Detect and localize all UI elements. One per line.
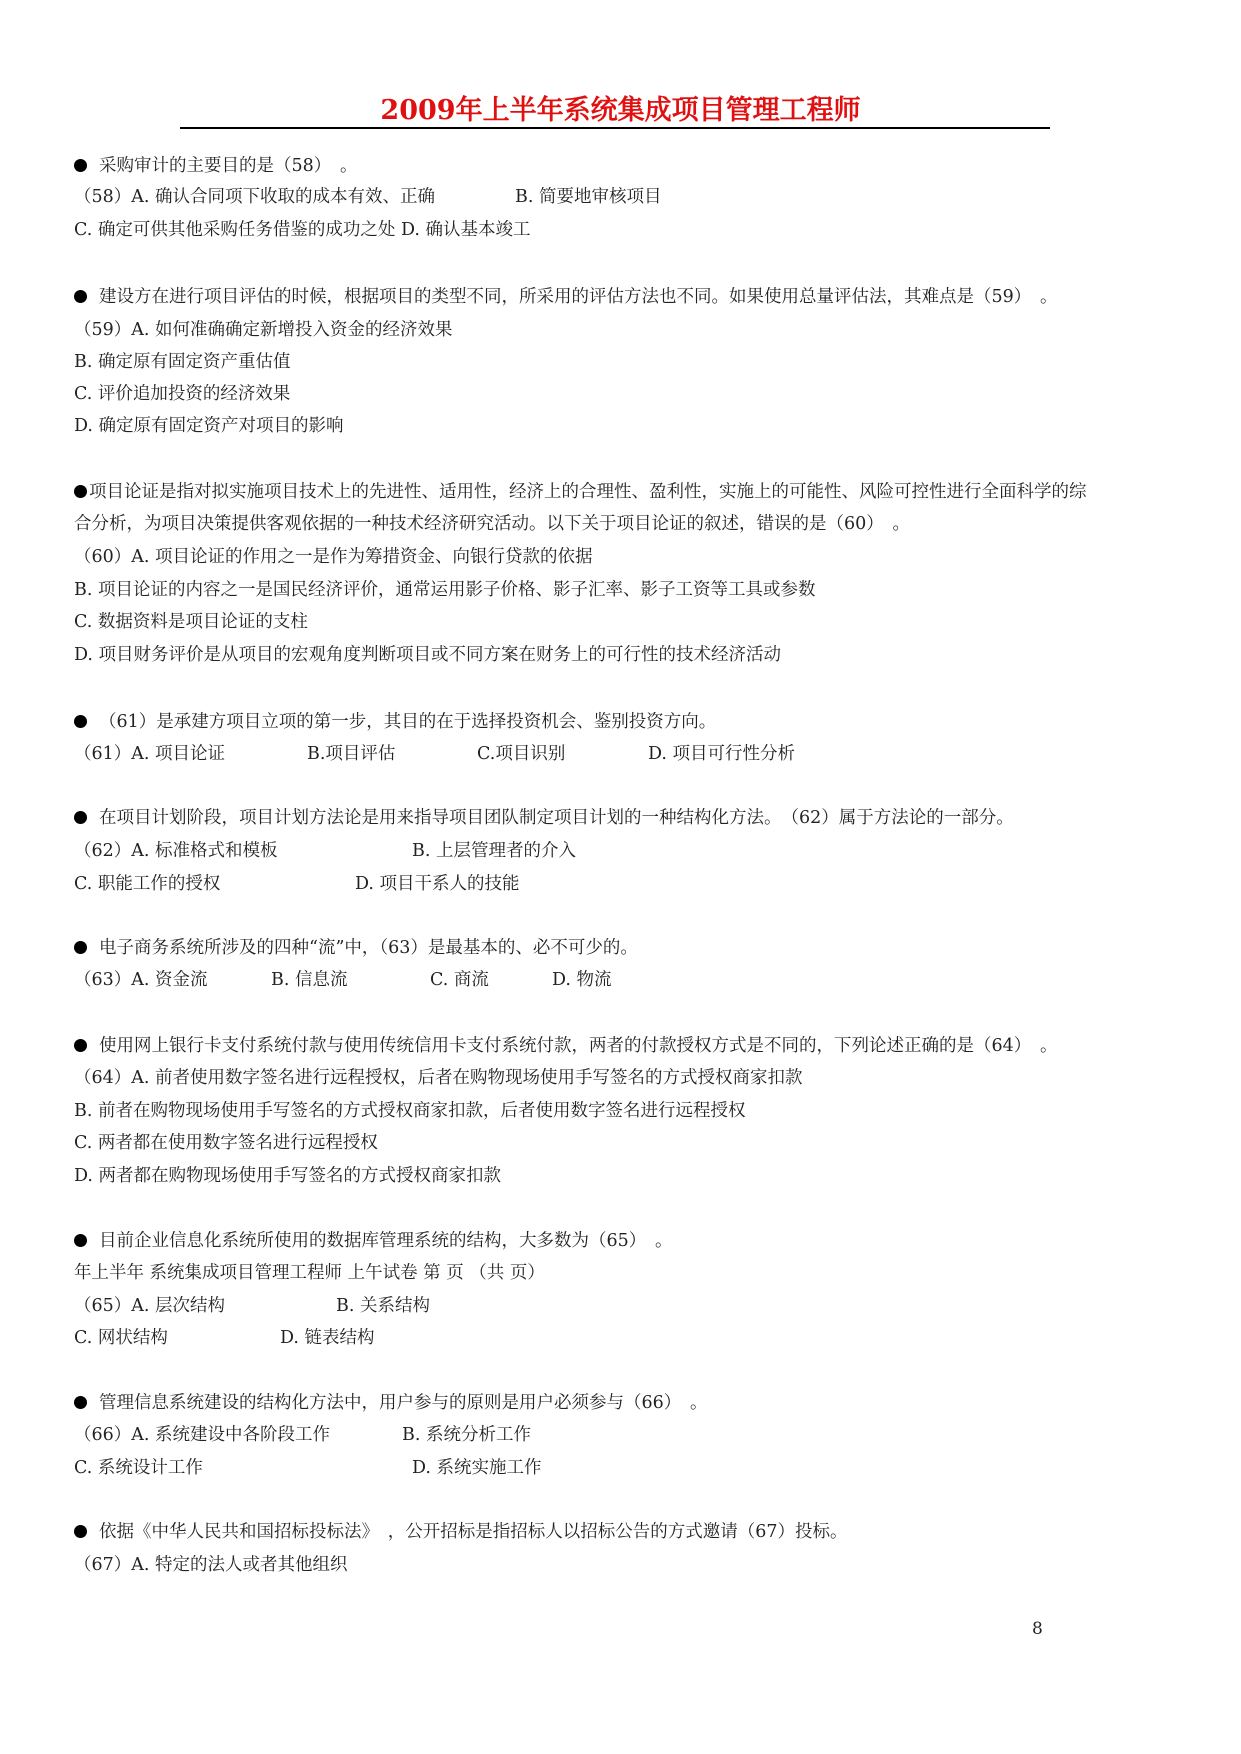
q64-option-d: D. 两者都在购物现场使用手写签名的方式授权商家扣款 [74, 1166, 502, 1186]
q60-option-b: B. 项目论证的内容之一是国民经济评价，通常运用影子价格、影子汇率、影子工资等工具或参数 [74, 580, 816, 600]
bullet-icon [74, 290, 87, 303]
bullet-icon [74, 1525, 87, 1538]
page-number: 8 [1032, 1619, 1043, 1639]
q63-option-c: C. 商流 [430, 970, 489, 990]
bullet-icon [74, 485, 87, 498]
q60-option-d: D. 项目财务评价是从项目的宏观角度判断项目或不同方案在财务上的可行性的技术经济活动 [74, 645, 782, 665]
bullet-icon [74, 1234, 87, 1247]
question-63-stem: 电子商务系统所涉及的四种“流”中，（63）是最基本的、必不可少的。 [74, 936, 638, 960]
q59-option-d: D. 确定原有固定资产对项目的影响 [74, 416, 344, 436]
bullet-icon [74, 941, 87, 954]
q66-option-a: （66）A. 系统建设中各阶段工作 [74, 1425, 331, 1445]
q63-option-a: （63）A. 资金流 [74, 970, 208, 990]
q59-option-b: B. 确定原有固定资产重估值 [74, 352, 291, 372]
q60-option-c: C. 数据资料是项目论证的支柱 [74, 612, 308, 632]
q62-option-c: C. 职能工作的授权 [74, 874, 221, 894]
running-footer-text: 年上半年 系统集成项目管理工程师 上午试卷 第 页 （共 页） [74, 1263, 545, 1283]
q65-option-b: B. 关系结构 [336, 1296, 430, 1316]
q59-option-a: （59）A. 如何准确确定新增投入资金的经济效果 [74, 320, 453, 340]
question-65-stem: 目前企业信息化系统所使用的数据库管理系统的结构，大多数为（65） 。 [74, 1229, 673, 1253]
title-underline [180, 127, 1050, 129]
q61-option-b: B.项目评估 [307, 744, 396, 764]
q64-option-c: C. 两者都在使用数字签名进行远程授权 [74, 1133, 378, 1153]
q65-option-a: （65）A. 层次结构 [74, 1296, 226, 1316]
q66-option-c: C. 系统设计工作 [74, 1458, 203, 1478]
q63-option-b: B. 信息流 [271, 970, 348, 990]
page-title: 2009年上半年系统集成项目管理工程师 [380, 95, 861, 126]
bullet-icon [74, 715, 87, 728]
question-59-stem: 建设方在进行项目评估的时候，根据项目的类型不同，所采用的评估方法也不同。如果使用总量评估法，其难点是（59） 。 [74, 285, 1058, 309]
question-61-stem: （61）是承建方项目立项的第一步，其目的在于选择投资机会、鉴别投资方向。 [74, 710, 716, 734]
q65-option-c: C. 网状结构 [74, 1328, 168, 1348]
q62-option-d: D. 项目干系人的技能 [355, 874, 520, 894]
q58-option-cd: C. 确定可供其他采购任务借鉴的成功之处 D. 确认基本竣工 [74, 220, 531, 240]
q58-option-a: （58）A. 确认合同项下收取的成本有效、正确 [74, 187, 436, 207]
question-62-stem: 在项目计划阶段，项目计划方法论是用来指导项目团队制定项目计划的一种结构化方法。 （62）属于方法论的一部分。 [74, 806, 1014, 830]
bullet-icon [74, 159, 87, 172]
bullet-icon [74, 1039, 87, 1052]
q66-option-b: B. 系统分析工作 [402, 1425, 531, 1445]
q62-option-b: B. 上层管理者的介入 [412, 841, 576, 861]
question-60-stem-line2: 合分析，为项目决策提供客观依据的一种技术经济研究活动。以下关于项目论证的叙述，错误的是（60） 。 [74, 514, 911, 534]
question-58-stem: 采购审计的主要目的是（58） 。 [74, 154, 358, 178]
bullet-icon [74, 1396, 87, 1409]
question-60-stem-line1: 项目论证是指对拟实施项目技术上的先进性、适用性，经济上的合理性、盈利性，实施上的可能性、风险可控性进行全面科学的综 [74, 480, 1087, 504]
question-67-stem: 依据《中华人民共和国招标投标法》 ，公开招标是指招标人以招标公告的方式邀请（67）投标。 [74, 1520, 848, 1544]
q66-option-d: D. 系统实施工作 [412, 1458, 542, 1478]
q65-option-d: D. 链表结构 [280, 1328, 375, 1348]
q64-option-a: （64）A. 前者使用数字签名进行远程授权，后者在购物现场使用手写签名的方式授权商家扣款 [74, 1068, 803, 1088]
q61-option-a: （61）A. 项目论证 [74, 744, 226, 764]
q59-option-c: C. 评价追加投资的经济效果 [74, 384, 291, 404]
q67-option-a: （67）A. 特定的法人或者其他组织 [74, 1555, 348, 1575]
question-66-stem: 管理信息系统建设的结构化方法中，用户参与的原则是用户必须参与（66） 。 [74, 1391, 708, 1415]
q63-option-d: D. 物流 [552, 970, 612, 990]
q62-option-a: （62）A. 标准格式和模板 [74, 841, 278, 861]
q60-option-a: （60）A. 项目论证的作用之一是作为筹措资金、向银行贷款的依据 [74, 547, 593, 567]
q61-option-d: D. 项目可行性分析 [648, 744, 796, 764]
question-64-stem: 使用网上银行卡支付系统付款与使用传统信用卡支付系统付款，两者的付款授权方式是不同的，下列论述正确的是（64） 。 [74, 1034, 1058, 1058]
q64-option-b: B. 前者在购物现场使用手写签名的方式授权商家扣款，后者使用数字签名进行远程授权 [74, 1101, 746, 1121]
q61-option-c: C.项目识别 [477, 744, 566, 764]
q58-option-b: B. 简要地审核项目 [515, 187, 662, 207]
bullet-icon [74, 811, 87, 824]
